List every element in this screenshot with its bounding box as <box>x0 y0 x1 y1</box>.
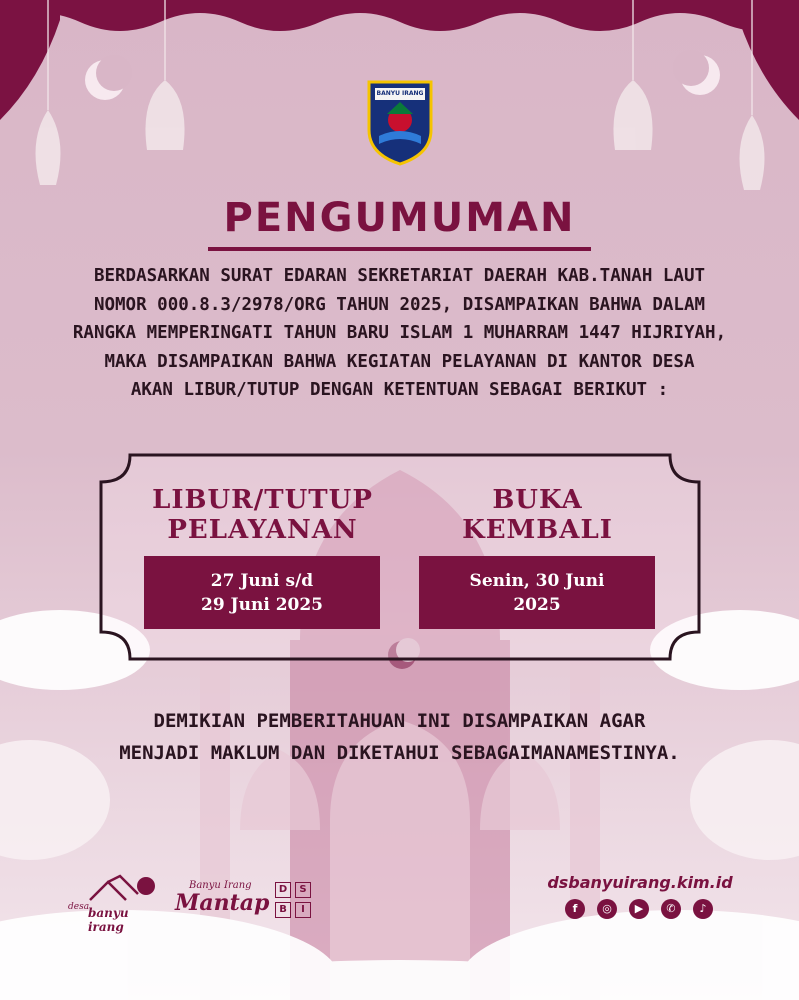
body-line: NOMOR 000.8.3/2978/ORG TAHUN 2025, DISAMPAIKAN BAHWA DALAM <box>93 294 706 315</box>
closed-date-line: 29 Juni 2025 <box>200 594 324 615</box>
body-line: RANGKA MEMPERINGATI TAHUN BARU ISLAM 1 MUHARRAM 1447 HIJRIYAH, <box>72 323 727 343</box>
tiktok-icon[interactable]: ♪ <box>693 899 713 919</box>
reopen-heading-line: BUKA <box>492 485 583 515</box>
regency-emblem <box>365 78 435 166</box>
website-link[interactable]: dsbanyuirang.kim.id <box>547 873 733 892</box>
dsbi-logo <box>275 882 311 918</box>
instagram-icon[interactable]: ◎ <box>597 899 617 919</box>
closing-line: MENJADI MAKLUM DAN DIKETAHUI SEBAGAIMANAMESTINYA. <box>119 742 680 764</box>
logo-mantap-label: Mantap <box>175 890 270 916</box>
closed-date-line: 27 Juni s/d <box>210 570 314 591</box>
reopen-heading-line: KEMBALI <box>462 515 613 545</box>
closed-heading-line: LIBUR/TUTUP <box>152 485 373 515</box>
mantap-logo <box>175 880 270 925</box>
social-icons <box>565 899 713 919</box>
reopen-date-line: 2025 <box>513 594 561 615</box>
announcement-body <box>60 262 739 405</box>
emblem-label: BANYU IRANG <box>376 90 424 97</box>
logo-banyu-irang-label: banyu irang <box>88 906 129 934</box>
closing-statement <box>40 705 759 769</box>
closed-heading <box>130 485 395 545</box>
logo-desa-label: desa <box>68 902 90 912</box>
body-line: AKAN LIBUR/TUTUP DENGAN KETENTUAN SEBAGAI BERIKUT : <box>130 380 669 400</box>
closed-date-box <box>144 556 380 629</box>
dsbi-letter: S <box>295 882 311 898</box>
reopen-date-box <box>419 556 655 629</box>
reopen-heading <box>420 485 655 545</box>
closed-heading-line: PELAYANAN <box>167 515 358 545</box>
whatsapp-icon[interactable]: ✆ <box>661 899 681 919</box>
body-line: MAKA DISAMPAIKAN BAHWA KEGIATAN PELAYANAN DI KANTOR DESA <box>104 351 695 372</box>
facebook-icon[interactable]: f <box>565 899 585 919</box>
logo-banyu-irang-script: Banyu Irang <box>189 880 252 891</box>
youtube-icon[interactable]: ▶ <box>629 899 649 919</box>
body-line: BERDASARKAN SURAT EDARAN SEKRETARIAT DAERAH KAB.TANAH LAUT <box>93 266 706 286</box>
title-underline <box>208 247 591 251</box>
dsbi-letter: D <box>275 882 291 898</box>
closing-line: DEMIKIAN PEMBERITAHUAN INI DISAMPAIKAN AGAR <box>153 710 646 732</box>
reopen-date-line: Senin, 30 Juni <box>469 570 605 591</box>
dsbi-letter: I <box>295 902 311 918</box>
desa-banyu-irang-logo <box>68 872 163 934</box>
dsbi-letter: B <box>275 902 291 918</box>
page-title: PENGUMUMAN <box>223 195 576 241</box>
house-roof-icon <box>88 872 158 902</box>
